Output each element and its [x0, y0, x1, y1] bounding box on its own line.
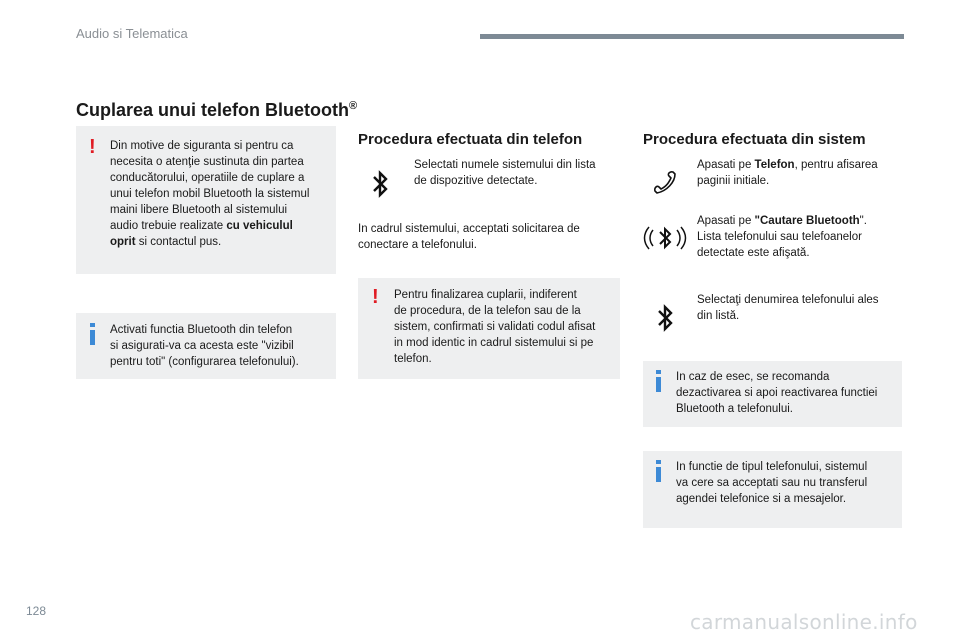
bluetooth-icon: [358, 162, 402, 206]
info-icon: [656, 460, 661, 482]
system-step2-text: Apasati pe "Cautare Bluetooth". Lista telefonului sau telefoanelor detectate este afişată.: [697, 215, 867, 259]
info-text-left: Activati functia Bluetooth din telefon si asigurati-va ca acesta este "vizibil pentru toti" (configurarea telefonului).: [110, 324, 299, 368]
exclamation-icon: !: [372, 286, 379, 308]
watermark: carmanualsonline.info: [690, 610, 918, 634]
warning-text-left: Din motive de siguranta si pentru ca necesita o atenţie sustinuta din partea conducătorului, operatiile de cuplare a unui telefon mobil Bluetooth la sistemul maini libere Bluetooth al sistemului audio trebuie realizate cu vehiculul oprit si contactul pus.: [110, 140, 310, 248]
heading-phone-procedure: Procedura efectuata din telefon: [358, 131, 583, 148]
info-icon: [656, 370, 661, 392]
heading-system-procedure: Procedura efectuata din sistem: [643, 131, 866, 148]
warning-text-middle: Pentru finalizarea cuplarii, indiferent de procedura, de la telefon sau de la sistem, confirmati si validati codul afisat in mod identic in cadrul sistemului si pe telefon.: [394, 289, 596, 365]
bluetooth-icon: [643, 296, 687, 340]
phone-step1-text: Selectati numele sistemului din lista de dispozitive detectate.: [414, 159, 596, 187]
section-label: Audio si Telematica: [76, 26, 188, 41]
info-icon: [90, 323, 95, 345]
system-step3-text: Selectaţi denumirea telefonului ales din listă.: [697, 294, 879, 322]
header-bar: [480, 34, 904, 39]
page-title: Cuplarea unui telefon Bluetooth®: [76, 100, 358, 120]
bluetooth-search-icon: [643, 216, 687, 260]
exclamation-icon: !: [89, 136, 96, 158]
info-text-right-2: In functie de tipul telefonului, sistemul va cere sa acceptati sau nu transferul agendei telefonice si a mesajelor.: [676, 461, 868, 505]
phone-handset-icon: [643, 160, 687, 204]
phone-paragraph: In cadrul sistemului, acceptati solicitarea de conectare a telefonului.: [358, 223, 580, 251]
page-number: 128: [26, 604, 47, 618]
system-step1-text: Apasati pe Telefon, pentru afisarea paginii initiale.: [697, 159, 878, 187]
info-text-right-1: In caz de esec, se recomanda dezactivarea si apoi reactivarea functiei Bluetooth a telefonului.: [676, 371, 878, 415]
